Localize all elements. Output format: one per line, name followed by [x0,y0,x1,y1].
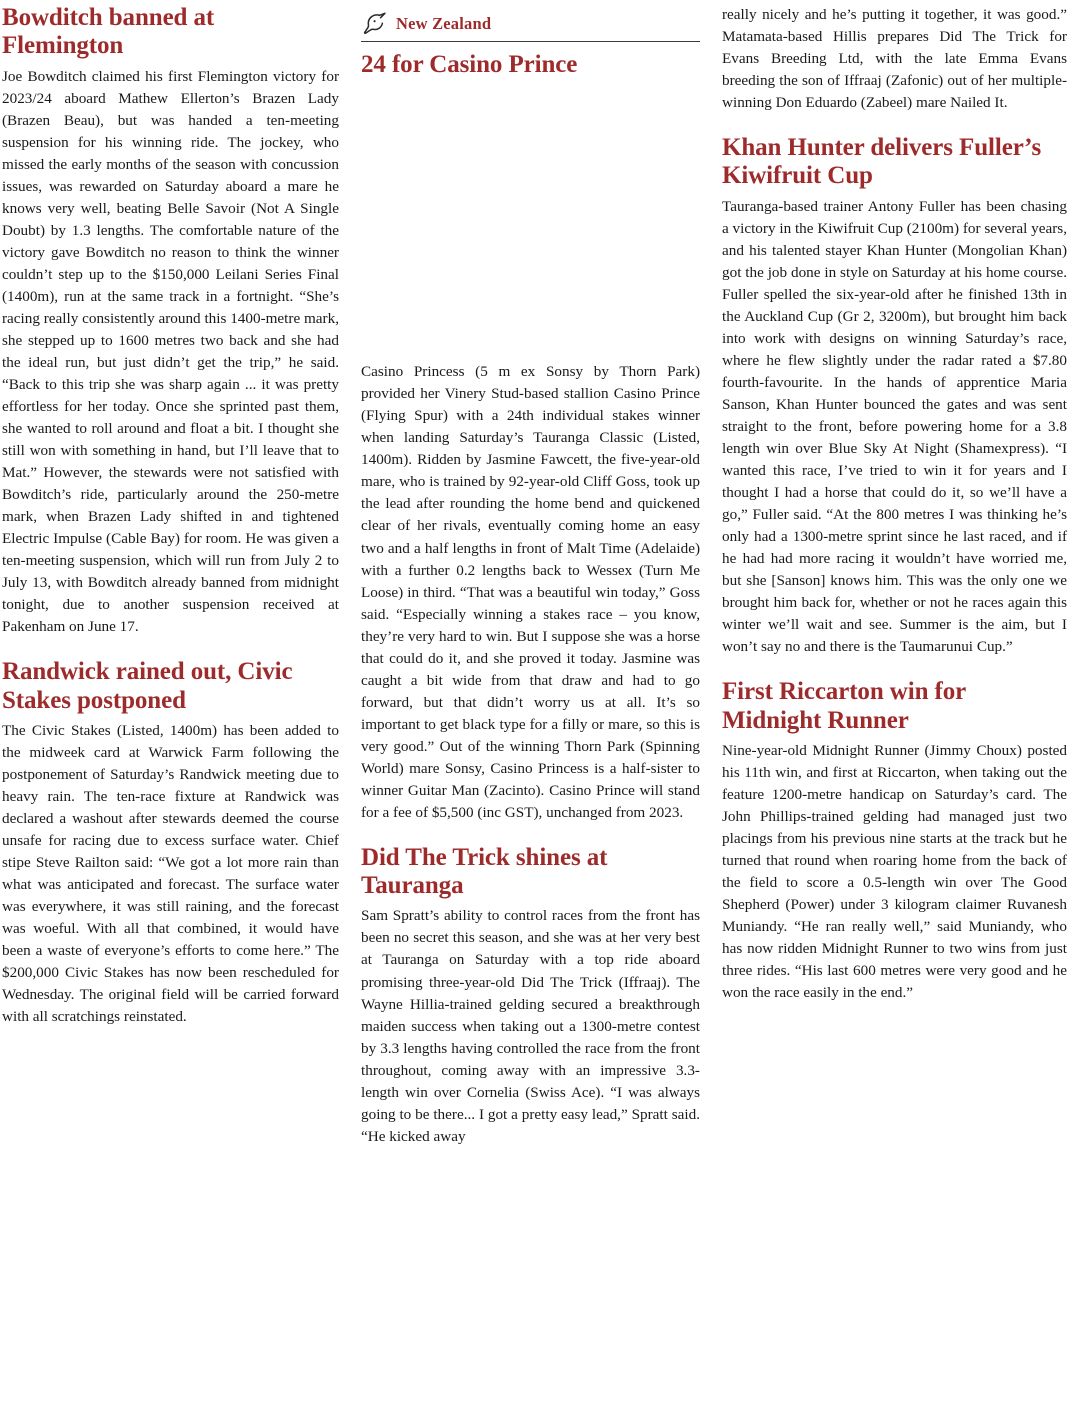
article-body-casino-prince: Casino Princess (5 m ex Sonsy by Thorn Park) provided her Vinery Stud-based stallion Casino Prince (Flying Spur) with a 24th individual stakes winner when landing Saturday’s Tauranga Classic (Listed, 1400m). Ridden by Jasmine Fawcett, the five-year-old mare, who is trained by 92-year-old Cliff Goss, took up the lead after rounding the home bend and quickened clear of her rivals, eventually coming home an easy two and a half lengths in front of Malt Time (Adelaide) with a further 0.2 lengths back to Wessex (Turn Me Loose) in third. “That was a beautiful win today,” Goss said. “Especially winning a stakes race – you know, they’re very hard to win. But I suppose she was a horse that could do it, and she proved it today. Jasmine was caught a bit wide from that draw and had to go forward, but that didn’t worry us at all. It’s so important to get black type for a filly or mare, so this is very good.” Out of the winning Thorn Park (Spinning World) mare Sonsy, Casino Princess is a half-sister to winner Guitar Man (Zacinto). Casino Prince will stand for a fee of $5,500 (inc GST), unchanged from 2023. [361,363,700,821]
article-body-bowditch: Joe Bowditch claimed his first Flemington victory for 2023/24 aboard Mathew Ellerton’s Brazen Lady (Brazen Beau), but was handed a ten-meeting suspension for his winning ride. The jockey, who missed the early months of the season with concussion issues, was rewarded on Saturday aboard a mare he knows very well, beating Belle Savoir (Not A Single Doubt) by 1.3 lengths. The comfortable nature of the victory gave Bowditch no reason to think the winner couldn’t step up to the $150,000 Leilani Series Final (1400m), run at the same track in a fortnight. “She’s racing really consistently around this 1400-metre mark, she stepped up to 1600 metres two back and she had the ideal run, but just didn’t get the trip,” he said. “Back to this trip she was sharp again ... it was pretty effortless for her today. Once she sprinted past them, she wanted to roll around and float a bit. I thought she still won with something in hand, but I’ll leave that to Mat.” However, the stewards were not satisfied with Bowditch’s ride, particularly around the 250-metre mark, when Brazen Lady shifted in and tightened Electric Impulse (Cable Bay) for room. He was given a ten-meeting suspension, which will run from July 2 to July 13, with Bowditch already banned from midnight tonight, due to another suspension received at Pakenham on June 17. [2,67,339,636]
article-headline-casino-prince: 24 for Casino Prince [361,51,578,78]
kiwi-bird-icon [361,12,387,36]
article-headline-bowditch: Bowditch banned at Flemington [2,4,215,60]
kicker-label: New Zealand [396,14,492,33]
article-body-midnight-runner: Nine-year-old Midnight Runner (Jimmy Choux) posted his 11th win, and first at Riccarton, when taking out the feature 1200-metre handicap on Saturday’s card. The John Phillips-trained gelding had managed just two placings from his previous nine starts at the track but he turned that round when roaring home from the back of the field to score a 0.5-length win over The Good Shepherd (Power) under 3 kilogram claimer Ruvanesh Muniandy. “He ran really well,” said Muniandy, who has now ridden Midnight Runner to two wins from just three rides. “His last 600 metres were very good and he won the race easily in the end.” [722,741,1067,1002]
article-body-khan-hunter: Tauranga-based trainer Antony Fuller has been chasing a victory in the Kiwifruit Cup (2100m) for several years, and his talented stayer Khan Hunter (Mongolian Khan) got the job done in style on Saturday at his home course. Fuller spelled the six-year-old after he finished 13th in the Auckland Cup (Gr 2, 3200m), but brought him back into work with designs on winning Saturday’s race, where he flew slightly under the radar rated a $7.80 fourth-favourite. In the hands of apprentice Maria Sanson, Khan Hunter bounced the gates and was sent straight to the front, before powering home for a 3.8 length win over Blue Sky At Night (Shamexpress). “I wanted this race, I’ve tried to win it for years and I thought I had a horse that could do it, so we’ll have a go,” Fuller said. “At the 800 metres I was thinking he’s only had a 1300-metre sprint since he last raced, and if he had had more racing it wouldn’t have worried me, but she [Sanson] knows him. This was the only one we brought him back for, whether or not he races again this winter we’ll wait and see. Summer is the aim, but I won’t say no and there is the Taumarunui Cup.” [722,197,1067,656]
column-3 [722,4,1067,1426]
article-headline-midnight-runner: First Riccarton win for Midnight Runner [722,678,966,734]
article-headline-did-the-trick: Did The Trick shines at Tauranga [361,843,608,900]
article-body-did-the-trick: Sam Spratt’s ability to control races from the front has been no secret this season, and she was at her very best at Tauranga on Saturday with a top ride aboard promising three-year-old Did The Trick (Iffraaj). The Wayne Hillia-trained gelding secured a breakthrough maiden success when taking out a 1300-metre contest by 3.3 lengths having controlled the race from the front throughout, coming away with an impressive 3.3-length win over Cornelia (Swiss Ace). “I was always going to be there... I got a pretty easy lead,” Spratt said. “He kicked away [361,907,700,1145]
column-1 [0,4,339,1426]
article-headline-randwick: Randwick rained out, Civic Stakes postponed [2,658,293,714]
column-2 [361,4,700,1426]
article-body-randwick: The Civic Stakes (Listed, 1400m) has been added to the midweek card at Warwick Farm following the postponement of Saturday’s Randwick meeting due to heavy rain. The ten-race fixture at Randwick was declared a washout after stewards deemed the course unsafe for racing due to excess surface water. Chief stipe Steve Railton said: “We got a lot more rain than what was anticipated and forecast. The surface water was everywhere, it was still raining, and the forecast was woeful. With all that combined, it would have been a waste of everyone’s efforts to come here.” The $200,000 Civic Stakes has now been rescheduled for Wednesday. The original field will be carried forward with all scratchings reinstated. [2,721,339,1026]
article-body-did-the-trick-continued: really nicely and he’s putting it together, it was good.” Matamata-based Hillis prepares Did The Trick for Evans Breeding Ltd, with the late Emma Evans breeding the son of Iffraaj (Zafonic) out of her multiple-winning Don Eduardo (Zabeel) mare Nailed It. [722,6,1067,112]
article-photo-casino-prince [361,85,700,353]
section-kicker-new-zealand [361,12,700,42]
article-headline-khan-hunter: Khan Hunter delivers Fuller’s Kiwifruit Cup [722,134,1042,190]
